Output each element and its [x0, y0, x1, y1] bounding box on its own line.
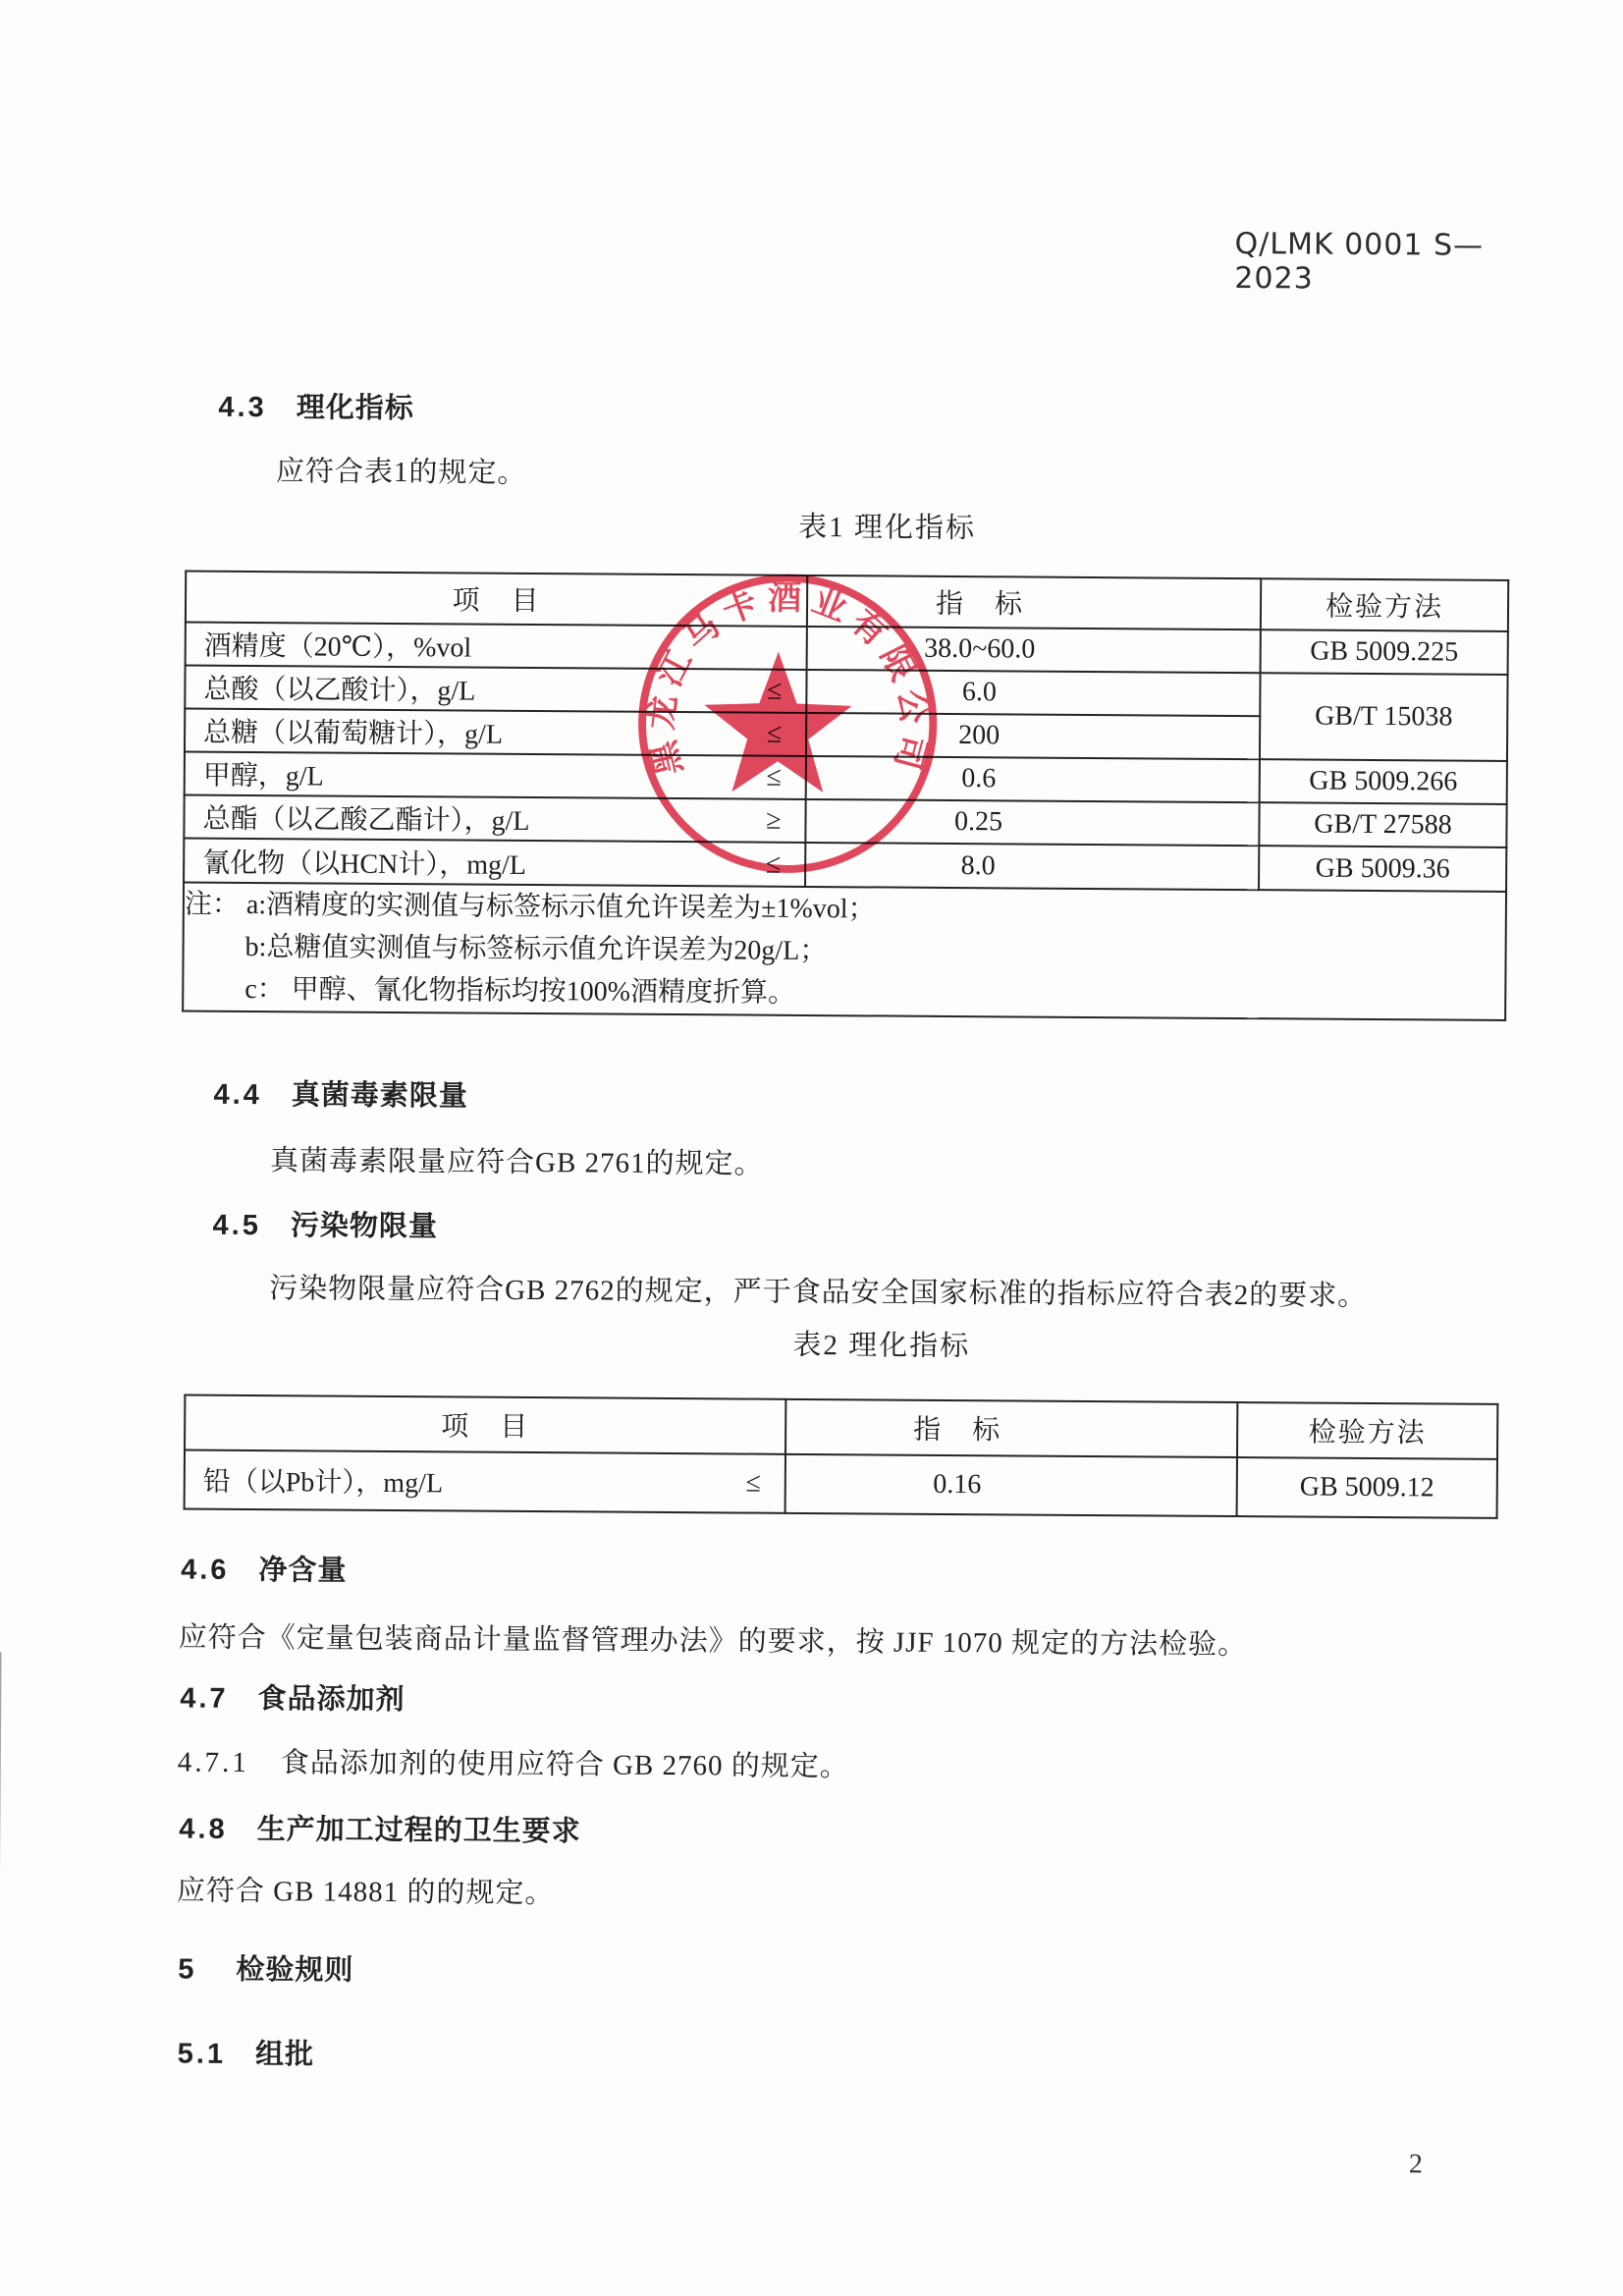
section-4-8-heading	[179, 1807, 581, 1850]
section-4-8-body: 应符合 GB 14881 的的规定。	[176, 1875, 555, 1910]
method-cell: GB 5009.266	[1260, 759, 1507, 804]
section-number: 4.5	[212, 1209, 262, 1242]
page-number: 2	[1408, 2149, 1424, 2180]
doc-code: Q/LMK 0001 S—2023	[1234, 226, 1485, 297]
method-cell: GB 5009.36	[1259, 846, 1506, 892]
table1-col-value: 指 标	[807, 575, 1261, 629]
value-cell: 0.25	[805, 799, 1259, 846]
value-cell: 8.0	[805, 843, 1259, 890]
method-cell: GB/T 27588	[1259, 802, 1506, 847]
company-stamp	[631, 568, 944, 880]
note-a: 注： a:酒精度的实测值与标签标示值允许误差为±1%vol；	[184, 889, 876, 925]
table2-col-item: 项 目	[185, 1395, 785, 1454]
section-title: 生产加工过程的卫生要求	[256, 1814, 581, 1848]
section-5-heading	[178, 1947, 353, 1989]
section-title: 净含量	[258, 1555, 348, 1587]
limit-symbol: ≤	[765, 848, 782, 880]
section-4-4-body: 真菌毒素限量应符合GB 2761的规定。	[269, 1145, 764, 1180]
clause-number: 4.7.1	[177, 1746, 249, 1779]
item-label: 总糖（以葡萄糖计），g/L	[203, 717, 504, 750]
section-number: 4.4	[213, 1078, 262, 1112]
section-4-4-heading	[213, 1072, 468, 1115]
method-cell: GB 5009.12	[1237, 1457, 1497, 1518]
table2-col-value: 指 标	[785, 1399, 1237, 1457]
method-cell-merged: GB/T 15038	[1260, 673, 1508, 761]
section-title: 组批	[254, 2039, 315, 2071]
section-title: 理化指标	[296, 392, 414, 425]
section-4-6-body: 应符合《定量包装商品计量监督管理办法》的要求，按 JJF 1070 规定的方法检验。	[178, 1621, 1248, 1662]
table1-title: 表1 理化指标	[798, 511, 977, 545]
section-number: 4.8	[179, 1813, 228, 1845]
limit-symbol: ≥	[766, 804, 782, 836]
table2	[184, 1394, 1499, 1519]
item-label: 总酸（以乙酸计），g/L	[203, 674, 476, 707]
value-cell: 0.16	[785, 1454, 1237, 1516]
item-cell	[185, 1450, 785, 1513]
stamp-star-icon	[704, 651, 852, 793]
scan-edge-artifact	[0, 1652, 2, 2290]
value-cell: 6.0	[806, 670, 1260, 716]
section-number: 4.7	[180, 1682, 229, 1715]
section-title: 检验规则	[236, 1953, 354, 1987]
section-title: 污染物限量	[290, 1210, 439, 1243]
note-b: b:总糖值实测值与标签标示值允许误差为20g/L；	[244, 931, 828, 967]
table-row	[185, 1450, 1497, 1518]
section-number: 4.6	[181, 1554, 230, 1586]
section-4-7-1-line	[178, 1740, 849, 1785]
section-5-1-heading	[178, 2032, 315, 2073]
section-title: 食品添加剂	[257, 1683, 406, 1717]
note-c: c： 甲醇、氰化物指标均按100%酒精度折算。	[244, 973, 796, 1009]
section-title: 真菌毒素限量	[291, 1079, 468, 1113]
value-cell: 200	[806, 713, 1260, 759]
section-4-3-heading	[218, 385, 414, 426]
clause-body: 食品添加剂的使用应符合 GB 2760 的规定。	[280, 1747, 849, 1783]
item-label: 氰化物（以HCN计），mg/L	[202, 847, 527, 881]
limit-symbol: ≤	[745, 1467, 761, 1499]
table1-col-item: 项 目	[186, 572, 807, 627]
section-4-3-body: 应符合表1的规定。	[275, 456, 527, 489]
section-4-5-heading	[212, 1203, 438, 1245]
section-4-5-body: 污染物限量应符合GB 2762的规定，严于食品安全国家标准的指标应符合表2的要求。	[269, 1273, 1368, 1312]
item-label: 甲醇，g/L	[202, 760, 324, 793]
item-label: 酒精度（20℃），%vol	[203, 630, 472, 664]
section-4-6-heading	[181, 1548, 348, 1589]
value-cell: 0.6	[806, 756, 1260, 802]
table2-col-method: 检验方法	[1237, 1402, 1497, 1459]
section-4-7-heading	[180, 1676, 406, 1719]
section-number: 5.1	[177, 2038, 227, 2070]
section-number: 4.3	[218, 391, 267, 424]
section-number: 5	[178, 1953, 197, 1986]
stamp-company-text: 黑龙江马卡酒业有限公司	[642, 579, 934, 782]
limit-symbol: ≤	[766, 761, 782, 793]
table1-notes-row	[183, 883, 1506, 1020]
table2-title: 表2 理化指标	[792, 1329, 971, 1363]
method-cell: GB 5009.225	[1261, 629, 1508, 675]
table1-col-method: 检验方法	[1261, 578, 1508, 631]
item-label: 总酯（以乙酸乙酯计），g/L	[202, 803, 530, 837]
table2-header-row	[185, 1395, 1497, 1459]
item-label: 铅（以Pb计），mg/L	[202, 1466, 444, 1500]
table1-notes	[183, 883, 1506, 1020]
value-cell: 38.0~60.0	[807, 627, 1261, 673]
